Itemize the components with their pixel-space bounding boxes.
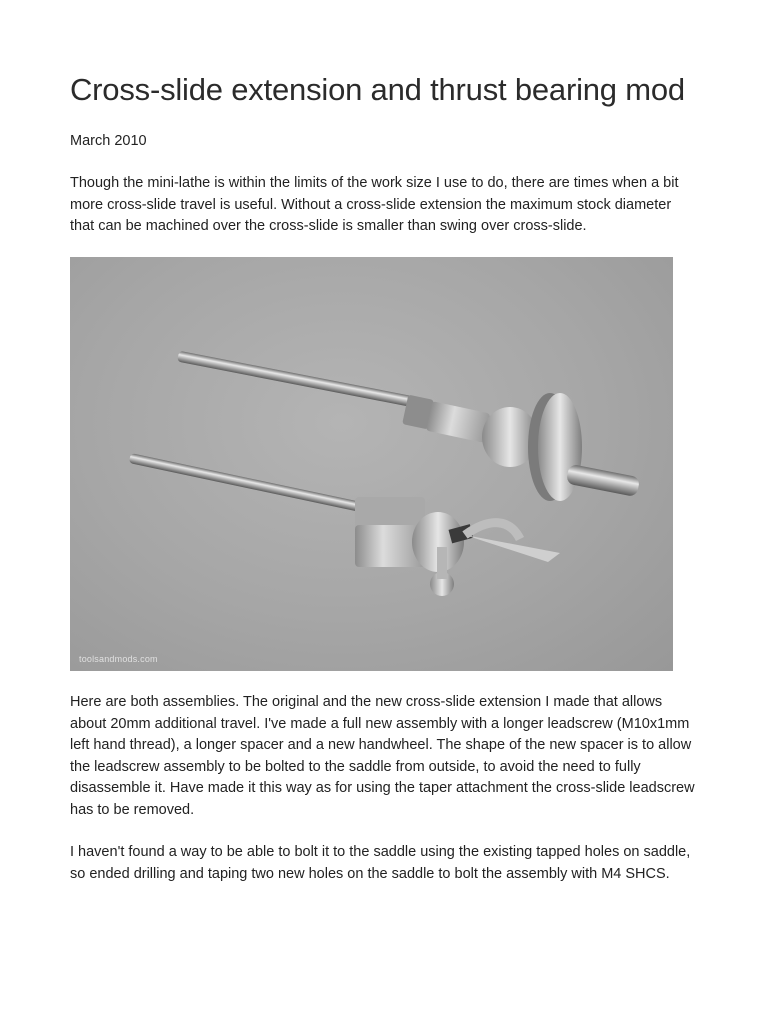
photo-watermark: toolsandmods.com [79, 654, 158, 664]
paragraph-assemblies: Here are both assemblies. The original and the new cross-slide extension I made that allows about 20mm additional travel. I've made a full new assembly with a longer leadscrew (M10x1mm left hand thread), a longer spacer and a new handwheel. The shape of the new spacer is to allow the leadscrew assembly to be bolted to the saddle from outside, to avoid the need to fully disassemble it. Have made it this way as for using the taper attachment the cross-slide leadscrew has to be removed. [70, 694, 695, 818]
paragraph-bolting: I haven't found a way to be able to bolt it to the saddle using the existing tapped holes on saddle, so ended drilling and taping two new holes on the saddle to bolt the assembly with M4 SHCS. [70, 844, 691, 882]
lower-leadscrew [129, 453, 366, 513]
article-date: March 2010 [70, 133, 147, 149]
upper-shaft-end [566, 464, 640, 497]
page-title: Cross-slide extension and thrust bearing mod [70, 72, 685, 107]
assemblies-photo [70, 257, 673, 671]
lower-body [355, 497, 464, 572]
upper-leadscrew [177, 351, 434, 411]
assemblies-illustration [70, 257, 673, 671]
paragraph-intro: Though the mini-lathe is within the limits of the work size I use to do, there are times when a bit more cross-slide travel is useful. Without a cross-slide extension the maximum stock diameter that can be machined over the cross-slide is smaller than swing over cross-slide. [70, 175, 679, 234]
upper-spacer [402, 395, 490, 443]
